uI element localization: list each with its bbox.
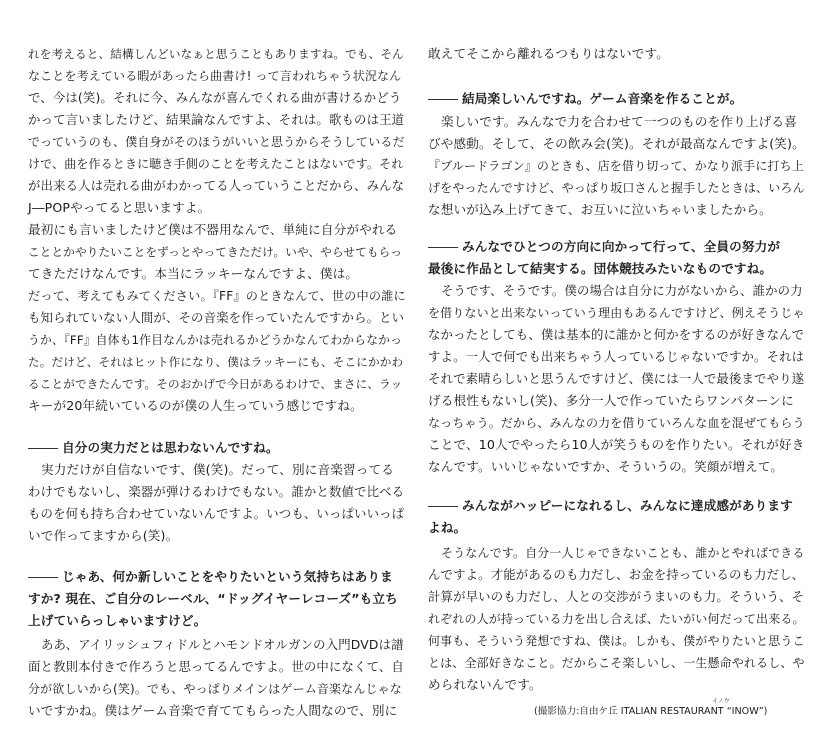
dash-rule: [428, 99, 458, 100]
text-line: 分が欲しいから(笑)。でも、やっぱりメインはゲーム音楽なんじゃな: [28, 682, 402, 696]
interviewer-question-cont: 上げていらっしゃいますけど。: [28, 613, 207, 628]
text-line: められないんです。: [428, 677, 542, 692]
credit-text: (撮影協力:自由ケ丘 ITALIAN RESTAURANT “INOW”): [534, 706, 768, 717]
text-line: 計算が早いのも力だし、人との交渉がうまいのも力。そういう、そ: [428, 589, 805, 604]
text-line: げる根性もないし(笑)、多分一人で作っていたらワンパターンに: [428, 393, 794, 408]
text-line: いで作ってますから(笑)。: [28, 528, 179, 543]
text-line: なんです。いいじゃないですか、そういうの。笑顔が増えて。: [428, 459, 784, 474]
dash-rule: [428, 247, 458, 248]
text-line: でっていうのも、僕自身がそのほうがいいと思うからそうしているだ: [28, 135, 405, 149]
interviewer-question: [428, 88, 742, 110]
text-line: 何事も、そういう発想ですね、僕は。しかも、僕がやりたいと思うこ: [428, 634, 805, 648]
question-text: 結局楽しいんですね。ゲーム音楽を作ることが。: [462, 91, 743, 106]
text-line: 面と教則本付きで作ろうと思ってるんですよ。世の中になくて、自: [28, 659, 404, 674]
text-line: かって言いましたけど、結果論なんですよ、それは。歌ものは王道: [28, 112, 405, 127]
interviewer-question: [28, 437, 279, 459]
dash-rule: [28, 577, 58, 578]
text-line: うか、『FF』自体も1作目なんかは売れるかどうかなんてわからなかっ: [28, 333, 403, 347]
text-line: 『ブルードラゴン』のときも、店を借り切って、かなり派手に打ち上: [428, 159, 804, 173]
text-line: も知られていない人間が、その音楽を作っていたんですから。とい: [28, 310, 405, 325]
text-line: J―POPやってると思いますよ。: [28, 200, 211, 215]
text-line: で、今は(笑)。それに今、みんなが喜んでくれる曲が書けるかどう: [28, 90, 402, 105]
text-line: だって、考えてもみてください。『FF』のときなんて、世の中の誰に: [28, 289, 406, 303]
text-line: びや感動。そして、その飲み会(笑)。それが最高なんですよ(笑)。: [428, 136, 805, 151]
photo-credit: [534, 698, 768, 717]
text-line: 敢えてそこから離れるつもりはないです。: [428, 46, 669, 61]
text-line: なことを考えている暇があったら曲書け! って言われちゃう状況なん: [28, 69, 402, 83]
text-line: んですよ。才能があるのも力だし、お金を持っているのも力だし、: [428, 567, 805, 582]
text-line: げをやったんですけど、やっぱり坂口さんと握手したときは、いろん: [428, 181, 805, 195]
interviewer-question: [428, 495, 796, 539]
text-line: 楽しいです。みんなで力を合わせて一つのものを作り上げる喜: [441, 114, 797, 129]
text-line: ああ、アイリッシュフィドルとハモンドオルガンの入門DVDは譜: [41, 637, 404, 652]
dash-rule: [428, 506, 458, 507]
text-line: けで、曲を作るときに聴き手側のことを考えたことはないです。それ: [28, 157, 404, 171]
interviewer-question: [428, 236, 780, 258]
question-text: みんながハッピーになれるし、みんなに達成感がありますよね。: [428, 498, 793, 535]
question-text: 自分の実力だとは思わないんですね。: [62, 440, 279, 455]
interviewer-question-cont: すか? 現在、ご自分のレーベル、“ドッグイヤーレコーズ”も立ち: [28, 591, 398, 606]
text-line: てきただけなんです。本当にラッキーなんですよ、僕は。: [28, 266, 359, 281]
text-line: 最初にも言いましたけど僕は不器用なんで、単純に自分がやれる: [28, 222, 398, 237]
question-text: じゃあ、何か新しいことをやりたいという気持ちはありま: [62, 569, 393, 584]
text-line: ることができたんです。そのおかげで今日があるわけで、まさに、ラッ: [28, 377, 403, 391]
text-line: わけでもないし、楽器が弾けるわけでもない。誰かと数値で比べる: [28, 484, 405, 499]
text-line: それで素晴らしいと思うんですけど、僕には一人で最後までやり遂: [428, 371, 805, 386]
text-line: ものを何も持ち合わせていないんですよ。いつも、いっぱいいっぱ: [28, 506, 405, 521]
text-line: れぞれの人が持っている力を出し合えば、たいがい何だって出来る。: [428, 612, 805, 626]
text-line: こととかやりたいことをずっとやってきただけ。いや、やらせてもらっ: [28, 245, 403, 259]
question-text: みんなでひとつの方向に向かって行って、全員の努力が: [462, 239, 781, 254]
dash-rule: [28, 448, 58, 449]
text-line: そうです、そうです。僕の場合は自分に力がないから、誰かの力: [441, 283, 803, 298]
interviewer-question: [28, 566, 393, 588]
text-line: すよ。一人で何でも出来ちゃう人っているじゃないですか。それは: [428, 349, 805, 364]
text-line: た。だけど、それはヒット作になり、僕はラッキーにも、そこにかかわ: [28, 355, 404, 369]
text-line: なかったとしても、僕は基本的に誰かと何かをするのが好きなんで: [428, 327, 805, 342]
interviewer-question-cont: 最後に作品として結実する。団体競技みたいなものですね。: [428, 261, 773, 276]
text-line: 実力だけが自信ないです、僕(笑)。だって、別に音楽習ってる: [41, 462, 394, 477]
text-line: いですかね。僕はゲーム音楽で育ててもらった人間なので、別に: [28, 703, 398, 718]
text-line: なっちゃう。だから、みんなの力を借りていろんな血を混ぜてもらう: [428, 416, 805, 430]
text-line: を借りないと出来ないっていう理由もあるんですけど、例えそうじゃ: [428, 306, 805, 320]
text-line: とは、全部好きなこと。だからこそ楽しいし、一生懸命やれるし、や: [428, 656, 805, 670]
text-line: れを考えると、結構しんどいなぁと思うこともありますね。でも、そん: [28, 47, 404, 61]
text-line: な想いが込み上げてきて、お互いに泣いちゃいましたから。: [428, 202, 772, 217]
credit-ruby: イノウ: [712, 698, 730, 705]
text-line: キーが20年続いているのが僕の人生っていう感じですね。: [28, 398, 363, 413]
text-line: そうなんです。自分一人じゃできないことも、誰かとやればできる: [441, 546, 805, 560]
text-line: が出来る人は売れる曲がわかってる人っていうことだから、みんな: [28, 178, 405, 193]
text-line: ことで、10人でやったら10人が笑うものを作りたい。それが好き: [428, 437, 805, 452]
